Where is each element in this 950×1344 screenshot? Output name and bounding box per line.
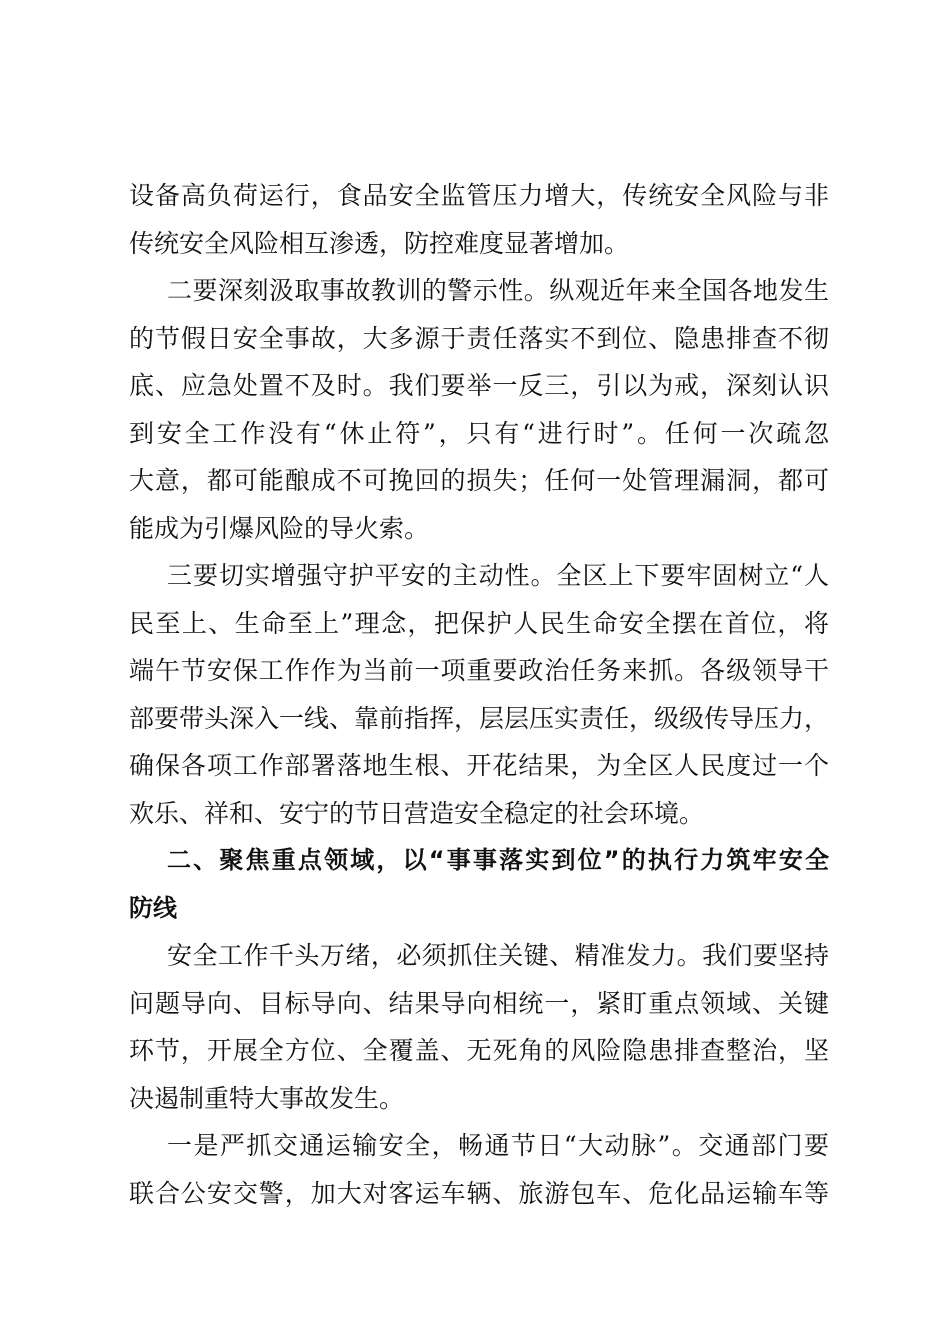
paragraph-start-line: 二要深刻汲取事故教训的警示性。纵观近年来全国各地发生 bbox=[167, 276, 829, 305]
text-line: 欢乐、祥和、安宁的节日营造安全稳定的社会环境。 bbox=[129, 798, 705, 828]
text-line: 传统安全风险相互渗透，防控难度显著增加。 bbox=[129, 228, 630, 258]
paragraph-start-line: 三要切实增强守护平安的主动性。全区上下要牢固树立“人 bbox=[167, 561, 829, 590]
text-line: 决遏制重特大事故发生。 bbox=[129, 1083, 405, 1113]
text-line: 底、应急处置不及时。我们要举一反三，引以为戒，深刻认识 bbox=[129, 371, 829, 400]
text-line: 设备高负荷运行，食品安全监管压力增大，传统安全风险与非 bbox=[129, 181, 829, 210]
text-line: 联合公安交警，加大对客运车辆、旅游包车、危化品运输车等 bbox=[129, 1178, 829, 1208]
text-line: 大意，都可能酿成不可挽回的损失；任何一处管理漏洞，都可 bbox=[129, 466, 829, 495]
text-line: 问题导向、目标导向、结果导向相统一，紧盯重点领域、关键 bbox=[129, 988, 829, 1018]
text-line: 部要带头深入一线、靠前指挥，层层压实责任，级级传导压力， bbox=[129, 703, 830, 733]
paragraph-start-line: 一是严抓交通运输安全，畅通节日“大动脉”。交通部门要 bbox=[167, 1131, 829, 1160]
text-line: 端午节安保工作作为当前一项重要政治任务来抓。各级领导干 bbox=[129, 656, 829, 685]
text-line: 能成为引爆风险的导火索。 bbox=[129, 513, 430, 543]
document-body bbox=[129, 172, 829, 1217]
text-line: 民至上、生命至上”理念，把保护人民生命安全摆在首位，将 bbox=[129, 608, 829, 638]
section-heading-continued: 防线 bbox=[129, 893, 177, 922]
text-line: 到安全工作没有“休止符”，只有“进行时”。任何一次疏忽 bbox=[129, 418, 829, 448]
paragraph-start-line: 安全工作千头万绪，必须抓住关键、精准发力。我们要坚持 bbox=[167, 941, 829, 970]
text-line: 环节，开展全方位、全覆盖、无死角的风险隐患排查整治，坚 bbox=[129, 1036, 829, 1065]
section-heading: 二、聚焦重点领域，以“事事落实到位”的执行力筑牢安全 bbox=[167, 846, 829, 874]
text-line: 确保各项工作部署落地生根、开花结果，为全区人民度过一个 bbox=[129, 751, 829, 780]
text-line: 的节假日安全事故，大多源于责任落实不到位、隐患排查不彻 bbox=[129, 323, 829, 353]
